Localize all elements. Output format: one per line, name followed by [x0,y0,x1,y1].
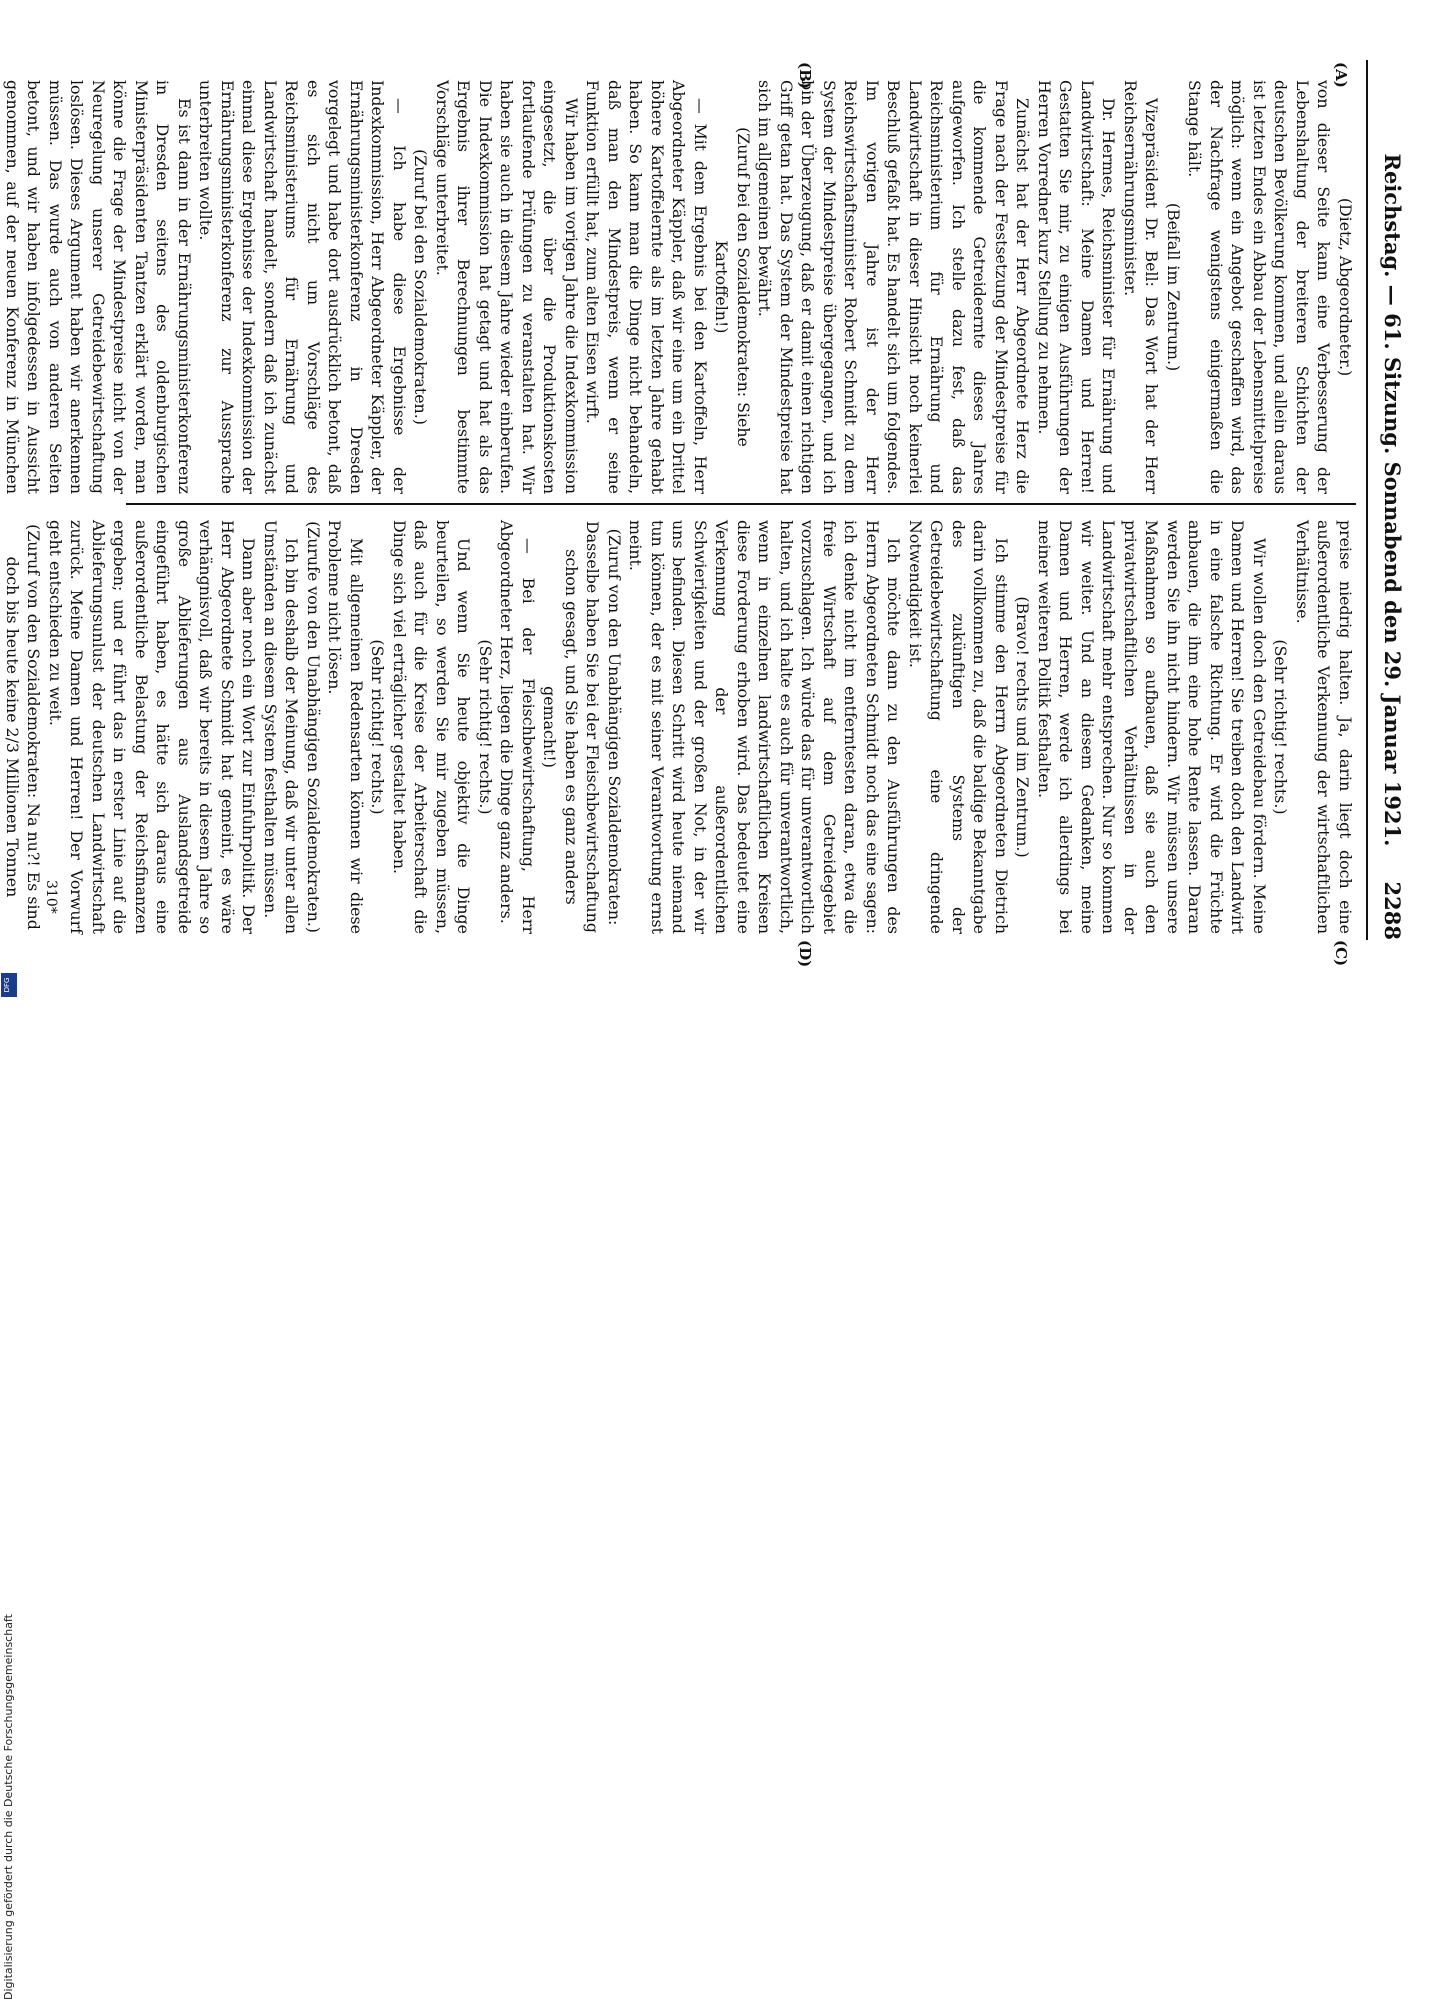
text-paragraph: Mit allgemeinen Redensarten können wir diese Probleme nicht lösen. [325,520,366,934]
left-column [0,80,1356,494]
text-paragraph: Ich möchte dann zu den Ausführungen des Herrn Abgeordneten Schmidt noch das eine sagen: ich denke nicht im entferntesten daran, etwa die freie Wirtschaft auf dem Getreidegebiet vorzuschlagen. Ich würde das für unverantwortlich halten, und ich halte es auch für unverantwortlich, wenn in einzelnen landwirtschaftlichen Kreisen diese Forderung erhoben wird. Das bedeutet eine Verkennung der außerordentlichen Schwierigkeiten und der großen Not, in der wir uns befinden. Diesen Schritt wird heute niemand tun können, der es mit seiner Verantwortung ernst meint. [626,520,904,934]
interjection-paragraph: (Zuruf von den Unabhängigen Sozialdemokraten: Dasselbe haben Sie bei der Fleischbewirtschaftung schon gesagt, und Sie haben es ganz anders gemacht!) [540,521,624,933]
text-paragraph: Ich bin deshalb der Meinung, daß wir unter allen Umständen an diesem System festhalten müssen. [261,520,302,934]
page-header [1366,60,1420,940]
margin-marker-c: (C) [1332,940,1350,967]
right-column [0,520,1356,934]
text-paragraph: Wir haben im vorigen Jahre die Indexkommission eingesetzt, die über die Produktionskosten fortlaufende Prüfungen zu veranstalten hat. Wir haben sie auch in diesem Jahre wieder einberufen. Die Indexkommission hat getagt und hat als das Ergebnis ihrer Berechnungen bestimmte Vorschläge unterbreitet. [433,80,581,494]
text-paragraph: Wir wollen doch den Getreidebau fördern. Meine Damen und Herren! Sie treiben doch den Landwirt in eine falsche Richtung. Er wird die Früchte anbauen, die ihm eine hohe Rente lassen. Daran werden Sie ihn nicht hindern. Wir müssen unsere Maßnahmen so aufbauen, daß sie auch den privatwirtschaftlichen Verhältnissen in der Landwirtschaft mehr entsprechen. Nur so kommen wir weiter. Und an diesem Gedanken, meine Damen und Herren, werde ich allerdings bei meiner weiteren Politik festhalten. [1035,520,1269,934]
interjection-paragraph: (Zuruf von den Sozialdemokraten: Na nu?! Es sind doch bis heute keine 2/3 Millionen Tonnen [3,524,44,930]
margin-marker-d: (D) [796,940,814,968]
interjection-paragraph: (Zurufe von den Unabhängigen Sozialdemokraten.) [304,521,323,933]
text-paragraph: Ich stimme den Herrn Abgeordneten Dietrich darin vollkommen zu, daß die baldige Bekanntgabe des zukünftigen Systems der Getreidebewirtschaftung eine dringende Notwendigkeit ist. [906,520,1011,934]
interjection-paragraph: (Bravo! rechts und im Zentrum.) [1013,596,1033,858]
side-credit-text: Digitalisierung gefördert durch die Deutsche Forschungsgemeinschaft [2,1614,15,2000]
text-paragraph: von dieser Seite kann eine Verbesserung der Lebenshaltung der breiteren Schichten der deutschen Bevölkerung kommen, und allein daraus ist letzten Endes ein Abbau der Lebensmittelpreise möglich: wenn ein Angebot geschaffen wird, das der Nachfrage wenigstens einigermaßen die Stange hält. [1185,80,1334,494]
text-paragraph: Dann aber noch ein Wort zur Einfuhrpolitik. Der Herr Abgeordnete Schmidt hat gemeint, es wäre verhängnisvoll, daß wir bereits in diesem Jahre so große Ablieferungen aus Auslandsgetreide eingeführt haben, es hätte sich daraus eine außerordentliche Belastung der Reichsfinanzen ergeben; und er führt das in erster Linie auf die Ablieferungsunlust der deutschen Landwirtschaft zurück. Meine Damen und Herren! Der Vorwurf geht entschieden zu weit. [46,520,259,934]
interjection-paragraph: (Sehr richtig! rechts.) [368,639,388,815]
header-title: Reichstag. — 61. Sitzung. Sonnabend den 29. Januar 1921. [1380,153,1405,847]
text-paragraph: preise niedrig halten. Ja, darin liegt doch eine außerordentliche Verkennung der wirtschaftlichen Verhältnisse. [1293,520,1355,934]
interjection-paragraph: (Dietz, Abgeordneter.) [1336,197,1355,377]
footer-code: 310* [43,880,59,914]
side-credit-strip [2,0,18,2000]
interjection-paragraph: (Beifall im Zentrum.) [1164,202,1183,372]
interjection-paragraph: (Zuruf bei den Sozialdemokraten: Siehe Kartoffeln!) [712,127,753,447]
interjection-paragraph: (Zuruf bei den Sozialdemokraten.) [411,149,431,425]
text-paragraph: Und wenn Sie heute objektiv die Dinge beurteilen, so werden Sie mir zugeben müssen, daß auch für die Kreise der Arbeiterschaft die Dinge sich viel erträglicher gestaltet haben. [390,520,474,934]
column-divider [126,503,1356,505]
dfg-logo-text: DFG [3,977,11,993]
text-paragraph: — Bei der Fleischbewirtschaftung, Herr Abgeordneter Herz, liegen die Dinge ganz anders. [497,520,538,934]
text-paragraph: Es ist dann in der Ernährungsministerkonferenz in Dresden seitens des oldenburgischen Ministerpräsidenten Tantzen erklärt worden, man könne die Frage der Mindestpreise nicht von der Neuregelung unserer Getreidebewirtschaftung loslösen. Dieses Argument haben wir anerkennen müssen. Das wurde auch von anderen Seiten betont, und wir haben infolgedessen in Aussicht genommen, auf der neuen Konferenz in München [3,80,194,494]
text-paragraph: — Mit dem Ergebnis bei den Kartoffeln, Herr Abgeordneter Käppler, daß wir eine um ein Drittel höhere Kartoffelernte als im letzten Jahre gehabt haben. So kann man die Dinge nicht behandeln, daß man den Mindestpreis, wenn er seine Funktion erfüllt hat, zum alten Eisen wirft. [583,80,710,494]
dfg-logo-icon [0,972,18,998]
page-number: 2288 [1380,881,1405,940]
margin-marker-b: (B) [796,62,814,89]
interjection-paragraph: (Sehr richtig! rechts.) [1271,639,1291,815]
interjection-paragraph: (Sehr richtig! rechts.) [476,639,495,815]
text-paragraph: — Ich habe diese Ergebnisse der Indexkommission, Herr Abgeordneter Käppler, der Ernährungsministerkonferenz in Dresden vorgelegt und habe dort ausdrücklich betont, daß es sich nicht um Vorschläge des Reichsministeriums für Ernährung und Landwirtschaft handelt, sondern daß ich zunächst einmal diese Ergebnisse der Indexkommission der Ernährungsministerkonferenz zur Aussprache unterbreiten wollte. [196,80,409,494]
text-paragraph: Vizepräsident Dr. Bell: Das Wort hat der Herr Reichsernährungsminister. [1121,80,1162,494]
text-paragraph: Zunächst hat der Herr Abgeordnete Herz die Frage nach der Festsetzung der Mindestpreise für die kommende Getreideernte dieses Jahres aufgeworfen. Ich stelle dazu fest, daß das Reichsministerium für Ernährung und Landwirtschaft in dieser Hinsicht noch keinerlei Beschluß gefaßt hat. Es handelt sich um folgendes. Im vorigen Jahre ist der Herr Reichswirtschaftsminister Robert Schmidt zu dem System der Mindestpreise übergegangen, und ich bin der Überzeugung, daß er damit einen richtigen Griff getan hat. Das System der Mindestpreise hat sich im allgemeinen bewährt. [755,80,1033,494]
margin-marker-a: (A) [1332,62,1350,88]
text-paragraph: Dr. Hermes, Reichsminister für Ernährung und Landwirtschaft: Meine Damen und Herren! Gestatten Sie mir, zu einigen Ausführungen der Herren Vorredner kurz Stellung zu nehmen. [1035,80,1119,494]
